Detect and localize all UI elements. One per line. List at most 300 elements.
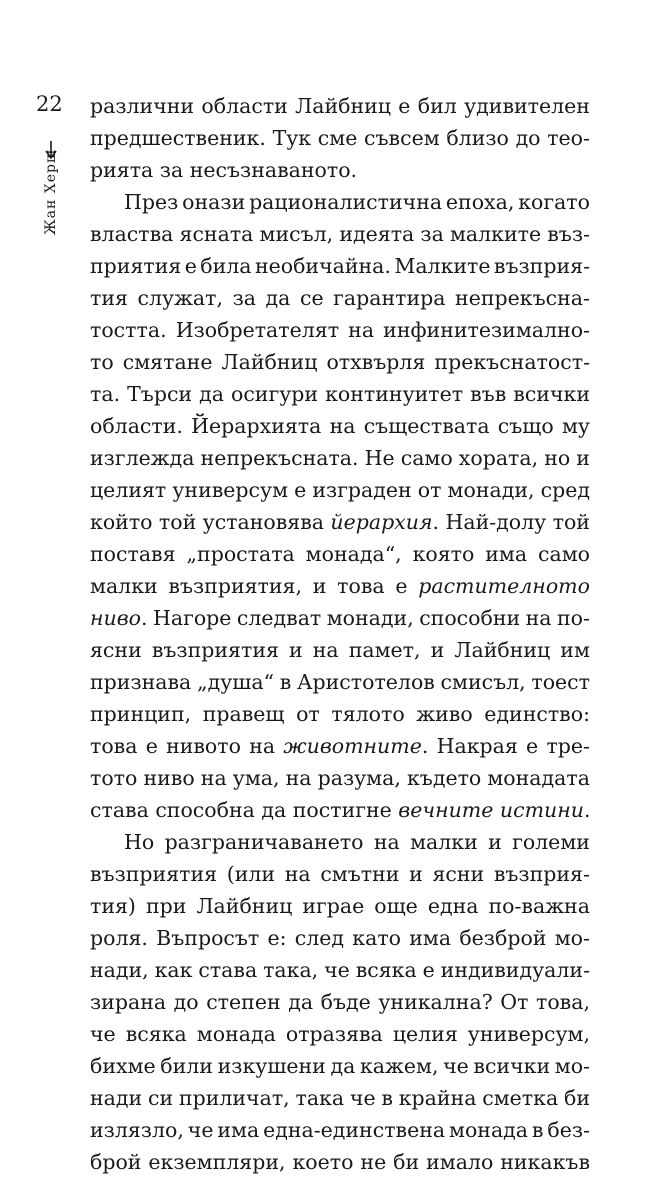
text-segment: тия) [90, 894, 136, 918]
word [90, 890, 136, 922]
text-segment: монадата [487, 766, 590, 790]
text-segment: в [381, 1086, 393, 1110]
text-segment: на [312, 638, 339, 662]
word [485, 538, 527, 570]
text-segment: целият [90, 478, 167, 502]
text-line [90, 346, 590, 378]
text-segment: става способна да постигне [90, 798, 399, 822]
body-text [90, 90, 590, 1178]
word [365, 442, 395, 474]
text-segment: зирана [90, 990, 167, 1014]
text-segment: Малките [394, 254, 491, 278]
text-segment: служат, [137, 286, 224, 310]
word [538, 538, 590, 570]
page-number: 22 [36, 92, 63, 116]
text-line [90, 602, 590, 634]
text-segment: онази [182, 190, 246, 214]
text-segment: непрекъсна- [455, 286, 590, 310]
text-segment: на [249, 734, 276, 758]
text-segment: че [349, 1086, 376, 1110]
text-line [90, 570, 590, 602]
text-segment: е: [267, 926, 287, 950]
word [470, 378, 506, 410]
text-segment: и [289, 638, 303, 662]
word [268, 922, 287, 954]
text-line [90, 218, 590, 250]
word [90, 666, 191, 698]
word [350, 1082, 376, 1114]
text-segment: излязло, [90, 1118, 184, 1142]
word [90, 1146, 141, 1178]
running-head [40, 140, 62, 270]
text-segment: епоха, [445, 190, 515, 214]
text-segment: от [417, 478, 442, 502]
text-segment: си [147, 1086, 174, 1110]
word [445, 506, 546, 538]
word [126, 1018, 187, 1050]
word [188, 1114, 214, 1146]
text-segment: съвсем [364, 126, 440, 150]
word [294, 474, 306, 506]
text-segment: възприятия [90, 862, 218, 886]
word [198, 954, 257, 986]
word [286, 762, 312, 794]
text-segment: за [232, 286, 256, 310]
word [557, 602, 590, 634]
text-segment: Търси [127, 382, 193, 406]
text-segment: като [352, 926, 402, 950]
text-segment: признава [90, 670, 192, 694]
text-segment: тоест [531, 670, 590, 694]
text-segment: монада“, [305, 542, 402, 566]
word [233, 762, 280, 794]
word [423, 954, 435, 986]
text-segment: правещ [202, 702, 285, 726]
word [289, 634, 303, 666]
word [473, 1050, 550, 1082]
word [90, 282, 128, 314]
text-segment: от [296, 702, 320, 726]
text-segment: е [422, 958, 435, 982]
word [283, 730, 428, 762]
text-segment: уникална? [378, 990, 493, 1014]
word [487, 762, 590, 794]
word [90, 698, 191, 730]
word [306, 538, 402, 570]
word [296, 1082, 345, 1114]
text-segment: всички [513, 382, 590, 406]
word [356, 954, 417, 986]
text-segment: че [90, 1022, 116, 1046]
text-segment: тялото [331, 702, 405, 726]
word [218, 1050, 326, 1082]
word [249, 186, 442, 218]
text-segment: има [409, 926, 452, 950]
text-segment: Аристотелов [296, 670, 435, 694]
text-segment: би [563, 1086, 590, 1110]
text-segment: степен [206, 990, 281, 1014]
word [555, 1050, 590, 1082]
word [180, 218, 254, 250]
word [90, 1082, 142, 1114]
text-segment: непрекъсната. [200, 446, 359, 470]
text-segment: на [200, 766, 227, 790]
word [324, 954, 350, 986]
word [90, 378, 120, 410]
text-segment: единство: [484, 702, 590, 726]
text-segment: идеята [339, 222, 415, 246]
text-segment: различни [90, 94, 195, 118]
text-segment: (или [226, 862, 276, 886]
text-segment: възприя- [493, 862, 590, 886]
text-line [90, 922, 590, 954]
word [489, 890, 590, 922]
word [395, 570, 407, 602]
text-segment: изглежда [90, 446, 195, 470]
text-segment: разграничаването [164, 830, 364, 854]
text-segment: той [158, 510, 197, 534]
word [266, 282, 291, 314]
word [431, 634, 445, 666]
text-segment: способни [419, 606, 521, 630]
word [526, 602, 552, 634]
word [90, 602, 148, 634]
word [327, 602, 414, 634]
word [312, 474, 411, 506]
word [360, 1050, 439, 1082]
text-segment: нади, [90, 958, 149, 982]
emphasis-text: животните [283, 734, 422, 758]
word [186, 538, 294, 570]
word [203, 698, 285, 730]
text-segment: властва [90, 222, 174, 246]
text-segment: всяка [125, 1022, 187, 1046]
text-segment: сметка [482, 1086, 559, 1110]
text-segment: малки [410, 830, 478, 854]
text-segment: въз- [547, 222, 590, 246]
word [90, 250, 181, 282]
text-segment: инфинитезимално- [383, 318, 590, 342]
word [90, 538, 176, 570]
text-segment: още [374, 894, 418, 918]
word [398, 90, 410, 122]
word [443, 1050, 469, 1082]
word [418, 90, 457, 122]
word [547, 1114, 590, 1146]
text-segment: то [90, 350, 114, 374]
word [437, 730, 518, 762]
text-segment: тия [90, 286, 128, 310]
text-segment: до [173, 990, 199, 1014]
word [512, 826, 590, 858]
text-segment: е [395, 574, 408, 598]
text-segment: . [432, 510, 440, 534]
text-segment: Лайбниц [295, 94, 391, 118]
word [364, 410, 490, 442]
word [449, 1114, 528, 1146]
text-segment: мо- [554, 926, 590, 950]
text-segment: също [497, 414, 554, 438]
text-segment: и [312, 574, 327, 598]
text-segment: във [470, 382, 507, 406]
word [553, 506, 590, 538]
text-segment: на [329, 414, 356, 438]
word [383, 314, 590, 346]
text-line [90, 1082, 590, 1114]
text-segment: сред [540, 478, 590, 502]
text-segment: големи [512, 830, 590, 854]
text-segment: да [288, 990, 314, 1014]
text-segment: . [140, 606, 148, 630]
text-line [90, 666, 590, 698]
text-segment: по- [557, 606, 590, 630]
word [168, 570, 302, 602]
emphasis-text: вечните истини [398, 798, 584, 822]
text-segment: бъде [320, 990, 371, 1014]
word [90, 762, 137, 794]
text-segment: и [430, 638, 445, 662]
text-segment: монади, [447, 478, 535, 502]
word [203, 506, 324, 538]
text-segment: смътни [320, 862, 400, 886]
word [498, 410, 554, 442]
text-segment: предшественик. [90, 126, 266, 150]
word [330, 1050, 355, 1082]
word [432, 858, 484, 890]
word [153, 602, 231, 634]
text-segment: има [217, 1118, 260, 1142]
text-segment: тостта. [90, 318, 167, 342]
text-segment: нивото [166, 734, 241, 758]
text-segment: безброй [459, 926, 547, 950]
text-segment: на [373, 830, 400, 854]
text-segment: Но [124, 830, 155, 854]
text-segment: има [485, 542, 528, 566]
text-segment: след [294, 926, 345, 950]
text-line [90, 122, 590, 154]
text-segment: и [488, 830, 502, 854]
text-segment: как [154, 958, 193, 982]
word [148, 1146, 285, 1178]
text-segment: разума, [317, 766, 401, 790]
word [576, 442, 590, 474]
word [156, 922, 259, 954]
text-segment: Не [364, 446, 395, 470]
text-segment: тео- [547, 126, 590, 150]
word [330, 410, 356, 442]
text-segment: им [560, 638, 590, 662]
word [201, 90, 287, 122]
word [393, 1018, 458, 1050]
text-line [90, 698, 590, 730]
word [227, 858, 275, 890]
word [555, 922, 590, 954]
text-line [90, 954, 590, 986]
text-segment: възприятия, [168, 574, 303, 598]
word [255, 250, 391, 282]
text-segment: Йерархията [191, 414, 322, 438]
word [152, 634, 279, 666]
word [90, 122, 266, 154]
word [562, 410, 590, 442]
word [143, 762, 194, 794]
text-segment: Най-долу [445, 510, 547, 534]
word [468, 1018, 590, 1050]
word [90, 986, 166, 1018]
word [159, 506, 196, 538]
text-segment: мисъл, [259, 222, 334, 246]
word [488, 826, 502, 858]
word [448, 474, 535, 506]
word [201, 762, 227, 794]
text-segment: необичайна. [254, 254, 391, 278]
word [531, 666, 590, 698]
text-line [90, 1050, 590, 1082]
word [263, 1114, 445, 1146]
word [500, 1146, 590, 1178]
word [90, 570, 158, 602]
word [428, 890, 479, 922]
word [450, 218, 541, 250]
text-segment: той [552, 510, 590, 534]
text-segment: установява [202, 510, 325, 534]
text-segment: малките [449, 222, 542, 246]
word [513, 378, 590, 410]
text-segment: Накрая [436, 734, 518, 758]
word [90, 730, 137, 762]
text-segment: не [360, 1150, 387, 1174]
word [418, 570, 590, 602]
word [420, 218, 443, 250]
text-line [90, 250, 590, 282]
word [302, 890, 364, 922]
word [374, 826, 400, 858]
word [518, 186, 590, 218]
word [90, 1050, 156, 1082]
text-segment: . [583, 798, 591, 822]
emphasis-text: растителното [418, 574, 590, 598]
word [148, 1082, 173, 1114]
text-segment: отразява [285, 1022, 383, 1046]
word [416, 698, 472, 730]
text-segment: универсум, [467, 1022, 590, 1046]
word [331, 698, 404, 730]
text-segment: „простата [186, 542, 295, 566]
text-segment: изграден [312, 478, 412, 502]
text-segment: би [393, 1150, 420, 1174]
word [138, 282, 224, 314]
text-segment: ума, [232, 766, 280, 790]
text-segment: живо [416, 702, 473, 726]
word [280, 666, 292, 698]
word [532, 1114, 544, 1146]
word [165, 826, 364, 858]
text-segment: . [421, 734, 429, 758]
text-segment: е [526, 734, 539, 758]
word [564, 1082, 590, 1114]
word [285, 858, 311, 890]
text-segment: отхвърля [326, 350, 426, 374]
word [288, 986, 313, 1018]
text-segment: сме [317, 126, 358, 150]
word [260, 218, 334, 250]
word [179, 1082, 290, 1114]
word [419, 602, 520, 634]
word [295, 922, 344, 954]
word [426, 1146, 493, 1178]
text-line [90, 794, 590, 826]
text-segment: в [531, 1118, 544, 1142]
word [90, 858, 217, 890]
word [263, 954, 318, 986]
word [160, 1050, 213, 1082]
text-segment: удивителен [464, 94, 590, 118]
text-line [90, 858, 590, 890]
text-segment: малки [90, 574, 158, 598]
word [123, 346, 213, 378]
text-segment: когато [518, 190, 590, 214]
text-segment: Лайбниц [196, 894, 293, 918]
text-segment: се [299, 286, 324, 310]
word [217, 1114, 259, 1146]
word [418, 474, 442, 506]
word [560, 634, 590, 666]
text-segment: само [537, 542, 590, 566]
word [364, 122, 440, 154]
text-line [90, 762, 590, 794]
word [325, 378, 463, 410]
word [191, 410, 321, 442]
text-segment: по-важна [488, 894, 590, 918]
word [409, 922, 451, 954]
text-segment: били [160, 1054, 213, 1078]
text-segment: възприя- [493, 254, 590, 278]
word [541, 474, 590, 506]
text-segment: ясната [179, 222, 254, 246]
text-segment: че [443, 1054, 469, 1078]
text-segment: което [292, 1150, 354, 1174]
word [295, 90, 391, 122]
text-segment: на [348, 318, 375, 342]
word [378, 986, 492, 1018]
text-segment: да [265, 286, 291, 310]
word [484, 698, 590, 730]
word [434, 346, 590, 378]
word [547, 218, 590, 250]
text-segment: смятане [122, 350, 213, 374]
word [127, 378, 192, 410]
text-line [90, 442, 590, 474]
word [174, 986, 199, 1018]
word [201, 442, 359, 474]
word [393, 1146, 419, 1178]
text-line [90, 634, 590, 666]
text-segment: така, [263, 958, 319, 982]
text-segment: Нагоре [152, 606, 232, 630]
word [237, 602, 321, 634]
word [176, 314, 339, 346]
text-segment: осигури [230, 382, 319, 406]
word [233, 282, 256, 314]
word [349, 634, 421, 666]
word [360, 1146, 386, 1178]
text-segment: за [420, 222, 444, 246]
text-segment: на [525, 606, 552, 630]
word [166, 730, 241, 762]
word [222, 346, 318, 378]
text-segment: монади, [326, 606, 414, 630]
text-segment: рационалистична [249, 190, 443, 214]
